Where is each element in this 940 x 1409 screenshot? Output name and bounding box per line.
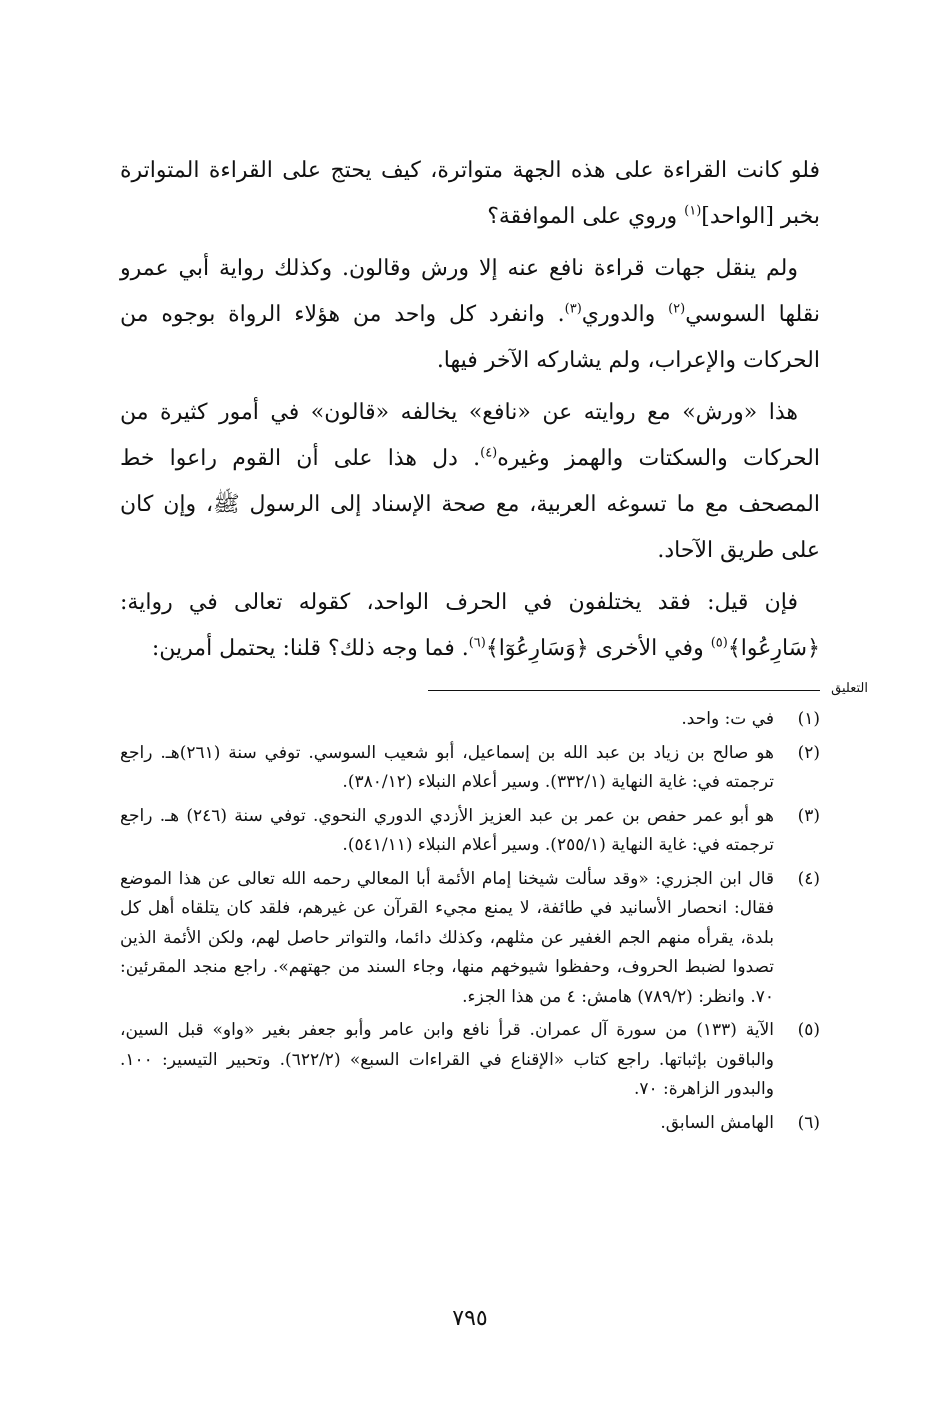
paragraph-1-text-a: فلو كانت القراءة على هذه الجهة متواترة، كيف يحتج على القراءة المتواترة بخبر [الواحد] [120, 158, 820, 229]
footnote-3 [120, 802, 820, 861]
footnote-6 [120, 1109, 820, 1139]
footnote-number: (٦) [797, 1112, 820, 1133]
footnote-1 [120, 705, 820, 735]
footnote-text: هو أبو عمر حفص بن عمر بن عبد العزيز الأزدي الدوري النحوي. توفي سنة (٢٤٦) هـ. راجع ترجمته في: غاية النهاية (٢٥٥/١). وسير أعلام النبلاء (٥٤١/١١). [120, 805, 775, 855]
footnote-ref-2: (٢) [668, 301, 686, 317]
footnote-ref-6: (٦) [468, 635, 486, 651]
paragraph-3-text-a: هذا «ورش» مع روايته عن «نافع» يخالفه «قالون» في أمور كثيرة من الحركات والسكتات والهمز وغيره [120, 400, 820, 471]
paragraph-4-text-c: . فما وجه ذلك؟ قلنا: يحتمل أمرين: [151, 636, 469, 661]
paragraph-3-text-b: . دل هذا على أن القوم راعوا خط المصحف مع ما تسوغه العربية، مع صحة الإسناد إلى الرسول ﷺ، وإن كان على طريق الآحاد. [120, 446, 820, 563]
footnote-text: الهامش السابق. [660, 1112, 774, 1133]
footnote-number: (٢) [797, 742, 820, 763]
paragraph-2 [120, 246, 820, 384]
footnote-divider-line [428, 690, 820, 691]
footnote-number: (١) [797, 709, 820, 729]
footnote-number: (٣) [797, 805, 820, 826]
paragraph-1-text-b: وروي على الموافقة؟ [487, 204, 685, 229]
paragraph-2-text-a: ولم ينقل جهات قراءة نافع عنه إلا ورش وقالون. وكذلك رواية أبي عمرو نقلها السوسي [120, 256, 820, 327]
page-number: ٧٩٥ [452, 1306, 488, 1331]
footnote-text: قال ابن الجزري: «وقد سألت شيخنا إمام الأئمة أبا المعالي رحمه الله تعالى عن هذا الموضع فقال: انحصار الأسانيد في طائفة، لا يمنع مجيء القرآن عن غيرهم، فلقد كان يتلقاه أهل كل بلدة، يقرأه منهم الجم الغفير عن مثلهم، وكذلك دائما، والتواتر حاصل لهم، ولكن الأئمة الذين تصدوا لضبط الحروف، وحفظوا شيوخهم منها، وجاء السند من جهتهم». راجع منجد المقرئين: ٧٠. وانظر: (٧٨٩/٢) هامش: ٤ من هذا الجزء. [120, 868, 774, 1007]
footnote-text: الآية (١٣٣) من سورة آل عمران. قرأ نافع وابن عامر وأبو جعفر بغير «واو» قبل السين، والباقون بإثباتها. راجع كتاب «الإقناع في القراءات السبع» (٦٢٢/٢). وتحبير التيسير: ١٠٠. والبدور الزاهرة: ٧٠. [120, 1020, 774, 1099]
paragraph-2-text-c: . وانفرد كل واحد من هؤلاء الرواة بوجوه من الحركات والإعراب، ولم يشاركه الآخر فيها. [120, 302, 820, 373]
footnote-4 [120, 865, 820, 1013]
paragraph-4-text-b: وفي الأخرى ﴿وَسَارِعُوٓا﴾ [485, 636, 711, 661]
paragraph-2-text-b: والدوري [581, 302, 669, 327]
footnote-5 [120, 1016, 820, 1105]
footnote-number: (٥) [797, 1020, 820, 1040]
footnote-divider-label: التعليق [831, 681, 868, 696]
footnote-text: هو صالح بن زياد بن عبد الله بن إسماعيل، أبو شعيب السوسي. توفي سنة (٢٦١)هـ. راجع ترجمته في: غاية النهاية (٣٣٢/١). وسير أعلام النبلاء (٣٨٠/١٢). [120, 742, 775, 792]
paragraph-1 [120, 148, 820, 240]
paragraph-4 [120, 580, 820, 672]
footnote-text: في ت: واحد. [681, 709, 774, 729]
footnote-ref-4: (٤) [480, 445, 498, 461]
paragraph-3 [120, 390, 820, 574]
footnote-2 [120, 739, 820, 798]
footnote-divider [428, 680, 868, 702]
paragraph-4-text-a: فإن قيل: فقد يختلفون في الحرف الواحد، كقوله تعالى في رواية: ﴿سَارِعُوا﴾ [120, 590, 820, 661]
footnote-ref-3: (٣) [564, 301, 582, 317]
footnote-ref-5: (٥) [710, 635, 728, 651]
main-text [120, 148, 820, 678]
footnote-ref-1: (١) [684, 203, 702, 219]
footnotes [120, 705, 820, 1142]
footnote-number: (٤) [797, 868, 820, 889]
